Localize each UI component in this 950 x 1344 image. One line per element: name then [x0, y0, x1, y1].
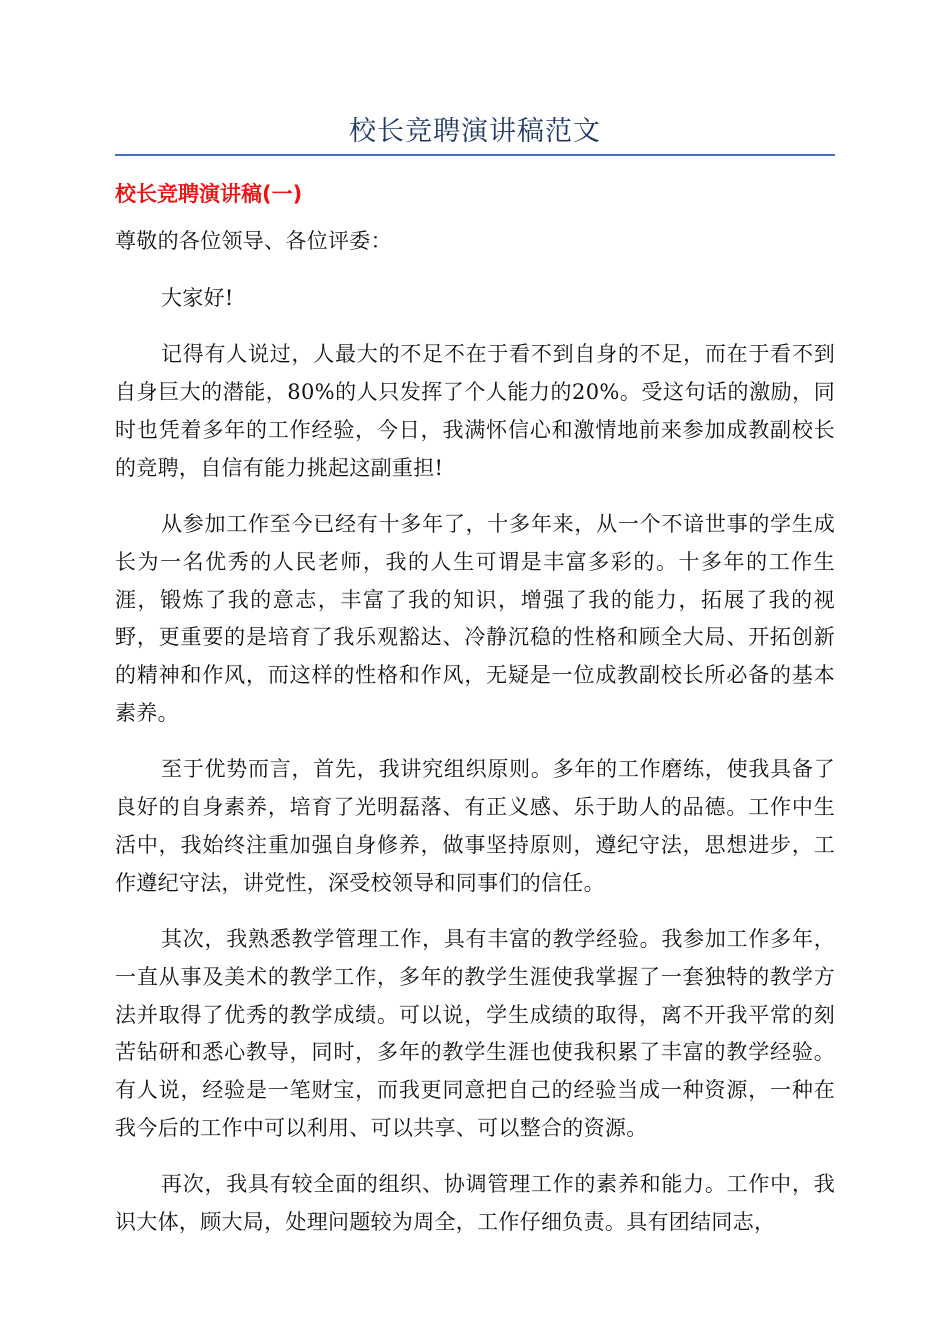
paragraph-4: 其次，我熟悉教学管理工作，具有丰富的教学经验。我参加工作多年，一直从事及美术的教学工作，多年的教学生涯使我掌握了一套独特的教学方法并取得了优秀的教学成绩。可以说，学生成绩的取得，离不开我平常的刻苦钻研和悉心教导，同时，多年的教学生涯也使我积累了丰富的教学经验。有人说，经验是一笔财宝，而我更同意把自己的经验当成一种资源，一种在我今后的工作中可以利用、可以共享、可以整合的资源。 — [115, 927, 835, 1140]
paragraph-1: 记得有人说过，人最大的不足不在于看不到自身的不足，而在于看不到自身巨大的潜能，80%的人只发挥了个人能力的20%。受这句话的激励，同时也凭着多年的工作经验，今日，我满怀信心和激情地前来参加成教副校长的竞聘，自信有能力挑起这副重担! — [115, 342, 835, 480]
document-title: 校长竞聘演讲稿范文 — [349, 116, 601, 147]
paragraph-3: 至于优势而言，首先，我讲究组织原则。多年的工作磨练，使我具备了良好的自身素养，培育了光明磊落、有正义感、乐于助人的品德。工作中生活中，我始终注重加强自身修养，做事坚持原则，遵纪守法，思想进步，工作遵纪守法，讲党性，深受校领导和同事们的信任。 — [115, 757, 835, 895]
paragraph-2: 从参加工作至今已经有十多年了，十多年来，从一个不谙世事的学生成长为一名优秀的人民老师，我的人生可谓是丰富多彩的。十多年的工作生涯，锻炼了我的意志，丰富了我的知识，增强了我的能力，拓展了我的视野，更重要的是培育了我乐观豁达、冷静沉稳的性格和顾全大局、开拓创新的精神和作风，而这样的性格和作风，无疑是一位成教副校长所必备的基本素养。 — [115, 512, 835, 725]
document-body — [115, 223, 835, 1261]
greeting: 大家好! — [161, 285, 234, 310]
section-heading: 校长竞聘演讲稿(一) — [115, 182, 303, 206]
salutation: 尊敬的各位领导、各位评委： — [115, 229, 392, 253]
title-divider — [115, 154, 835, 156]
paragraph-5: 再次，我具有较全面的组织、协调管理工作的素养和能力。工作中，我识大体，顾大局，处理问题较为周全，工作仔细负责。具有团结同志， — [115, 1172, 835, 1235]
